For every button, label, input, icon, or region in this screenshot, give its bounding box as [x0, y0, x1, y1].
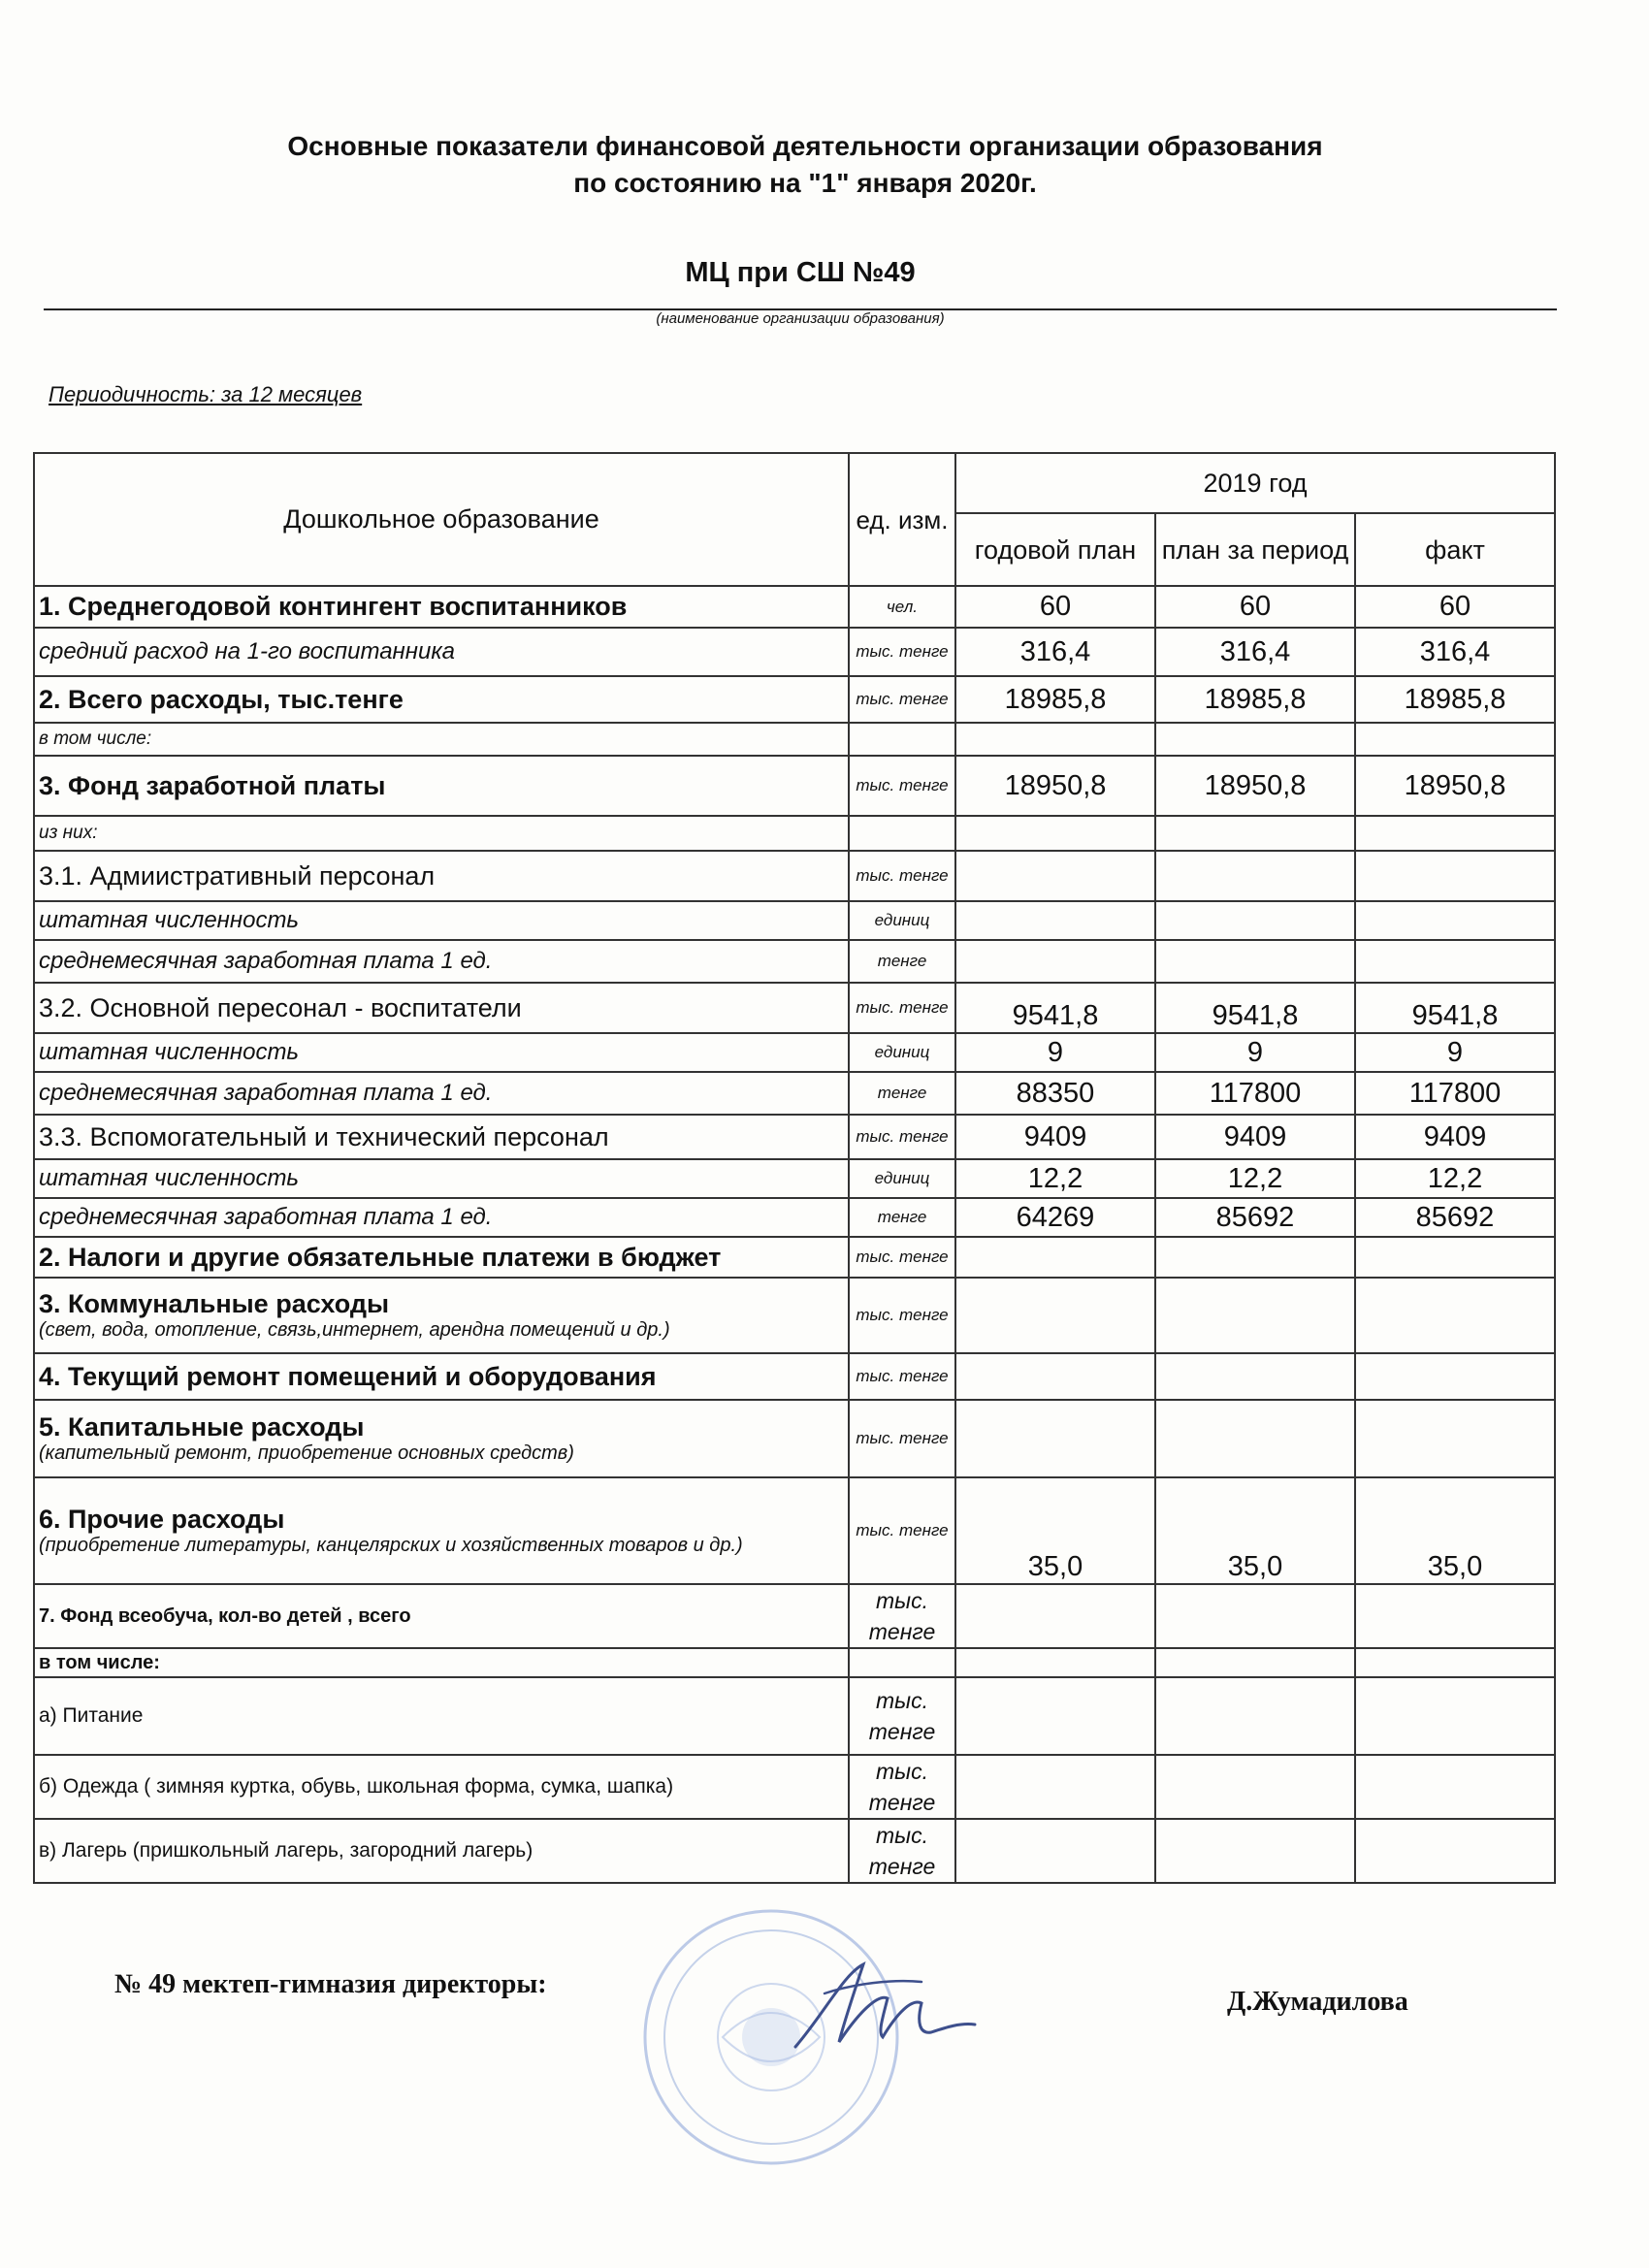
table-row — [34, 1198, 1555, 1237]
table-row — [34, 983, 1555, 1033]
value-fact: 117800 — [1355, 1072, 1555, 1115]
value-fact — [1355, 816, 1555, 851]
row-label — [34, 1477, 849, 1584]
value-period-plan — [1155, 816, 1355, 851]
value-annual-plan — [955, 901, 1155, 940]
row-unit: тыс. тенге — [849, 1755, 955, 1819]
table-row — [34, 1353, 1555, 1400]
value-fact — [1355, 1755, 1555, 1819]
value-fact: 60 — [1355, 586, 1555, 628]
value-annual-plan: 18985,8 — [955, 676, 1155, 723]
value-period-plan: 316,4 — [1155, 628, 1355, 676]
value-annual-plan — [955, 1400, 1155, 1477]
row-label: в) Лагерь (пришкольный лагерь, загородний лагерь) — [34, 1819, 849, 1883]
row-unit: тенге — [849, 940, 955, 983]
row-unit — [849, 816, 955, 851]
value-fact — [1355, 1278, 1555, 1353]
value-fact: 18985,8 — [1355, 676, 1555, 723]
row-unit: тыс. тенге — [849, 1584, 955, 1648]
row-label: средний расход на 1-го воспитанника — [34, 628, 849, 676]
value-period-plan — [1155, 1648, 1355, 1677]
table-row — [34, 816, 1555, 851]
row-title: 6. Прочие расходы — [39, 1505, 285, 1534]
value-annual-plan — [955, 940, 1155, 983]
table-row — [34, 676, 1555, 723]
value-period-plan — [1155, 940, 1355, 983]
value-period-plan — [1155, 1400, 1355, 1477]
row-label: 3.2. Основной пересонал - воспитатели — [34, 983, 849, 1033]
row-label: среднемесячная заработная плата 1 ед. — [34, 1072, 849, 1115]
row-label: из них: — [34, 816, 849, 851]
value-fact — [1355, 851, 1555, 901]
col-header-annual-plan: годовой план — [955, 513, 1155, 586]
row-unit: тыс. тенге — [849, 1677, 955, 1755]
row-unit: тыс. тенге — [849, 851, 955, 901]
title-line-2: по состоянию на "1" января 2020г. — [573, 168, 1037, 198]
value-period-plan — [1155, 723, 1355, 756]
table-row — [34, 1278, 1555, 1353]
title-line-1: Основные показатели финансовой деятельности организации образования — [287, 131, 1323, 161]
table-row — [34, 1755, 1555, 1819]
value-period-plan — [1155, 1819, 1355, 1883]
director-title: № 49 мектеп-гимназия директоры: — [114, 1969, 547, 1999]
row-unit — [849, 723, 955, 756]
row-label: штатная численность — [34, 901, 849, 940]
row-unit: единиц — [849, 901, 955, 940]
value-annual-plan: 60 — [955, 586, 1155, 628]
value-period-plan: 9 — [1155, 1033, 1355, 1072]
value-annual-plan — [955, 851, 1155, 901]
row-unit: тыс. тенге — [849, 756, 955, 816]
value-period-plan: 35,0 — [1155, 1477, 1355, 1584]
value-period-plan — [1155, 1353, 1355, 1400]
col-header-fact: факт — [1355, 513, 1555, 586]
value-fact — [1355, 1819, 1555, 1883]
row-unit: тыс. тенге — [849, 1353, 955, 1400]
value-period-plan — [1155, 851, 1355, 901]
table-row — [34, 1237, 1555, 1278]
value-annual-plan — [955, 816, 1155, 851]
table-row — [34, 1677, 1555, 1755]
value-period-plan: 9541,8 — [1155, 983, 1355, 1033]
unit-header: ед. изм. — [849, 453, 955, 586]
periodicity-label: Периодичность: за 12 месяцев — [48, 382, 363, 406]
value-fact: 316,4 — [1355, 628, 1555, 676]
value-period-plan: 85692 — [1155, 1198, 1355, 1237]
value-annual-plan: 18950,8 — [955, 756, 1155, 816]
financial-indicators-table — [33, 452, 1556, 1884]
row-unit: тыс. тенге — [849, 1477, 955, 1584]
value-fact: 9541,8 — [1355, 983, 1555, 1033]
value-fact: 18950,8 — [1355, 756, 1555, 816]
row-unit: тыс. тенге — [849, 983, 955, 1033]
row-label — [34, 1278, 849, 1353]
value-annual-plan — [955, 1353, 1155, 1400]
table-row — [34, 1072, 1555, 1115]
value-fact — [1355, 1400, 1555, 1477]
row-label: 1. Среднегодовой контингент воспитанников — [34, 586, 849, 628]
row-label: в том числе: — [34, 1648, 849, 1677]
value-annual-plan: 12,2 — [955, 1159, 1155, 1198]
value-fact: 85692 — [1355, 1198, 1555, 1237]
row-label: среднемесячная заработная плата 1 ед. — [34, 1198, 849, 1237]
value-fact — [1355, 1648, 1555, 1677]
row-label: в том числе: — [34, 723, 849, 756]
value-fact — [1355, 1677, 1555, 1755]
value-period-plan: 12,2 — [1155, 1159, 1355, 1198]
row-subtitle: (капительный ремонт, приобретение основных средств) — [39, 1442, 574, 1464]
value-annual-plan: 88350 — [955, 1072, 1155, 1115]
document-title — [0, 128, 1610, 202]
table-row — [34, 1159, 1555, 1198]
row-label: 2. Всего расходы, тыс.тенге — [34, 676, 849, 723]
value-fact: 12,2 — [1355, 1159, 1555, 1198]
value-annual-plan: 9 — [955, 1033, 1155, 1072]
row-unit: тыс. тенге — [849, 628, 955, 676]
value-fact — [1355, 940, 1555, 983]
value-fact: 35,0 — [1355, 1477, 1555, 1584]
table-row — [34, 1819, 1555, 1883]
value-annual-plan: 9409 — [955, 1115, 1155, 1159]
row-unit — [849, 1648, 955, 1677]
row-subtitle: (свет, вода, отопление, связь,интернет, арендна помещений и др.) — [39, 1319, 670, 1341]
row-unit: тенге — [849, 1072, 955, 1115]
organization-name: МЦ при СШ №49 — [685, 257, 916, 288]
value-annual-plan: 9541,8 — [955, 983, 1155, 1033]
row-label: а) Питание — [34, 1677, 849, 1755]
value-annual-plan — [955, 1677, 1155, 1755]
table-row — [34, 756, 1555, 816]
row-unit: единиц — [849, 1159, 955, 1198]
director-name: Д.Жумадилова — [1227, 1987, 1408, 2017]
value-annual-plan — [955, 1648, 1155, 1677]
value-fact — [1355, 723, 1555, 756]
value-fact: 9 — [1355, 1033, 1555, 1072]
table-row — [34, 901, 1555, 940]
value-fact: 9409 — [1355, 1115, 1555, 1159]
row-unit: единиц — [849, 1033, 955, 1072]
value-fact — [1355, 1237, 1555, 1278]
value-period-plan: 60 — [1155, 586, 1355, 628]
value-annual-plan — [955, 1819, 1155, 1883]
row-title: 3. Коммунальные расходы — [39, 1289, 390, 1318]
row-label: 3. Фонд заработной платы — [34, 756, 849, 816]
value-period-plan — [1155, 1677, 1355, 1755]
row-unit: тыс. тенге — [849, 676, 955, 723]
row-subtitle: (приобретение литературы, канцелярских и хозяйственных товаров и др.) — [39, 1535, 743, 1556]
table-row — [34, 940, 1555, 983]
row-label: штатная численность — [34, 1159, 849, 1198]
organization-caption: (наименование организации образования) — [656, 310, 945, 327]
row-unit: тенге — [849, 1198, 955, 1237]
row-label: 3.1. Адмиистративный персонал — [34, 851, 849, 901]
row-label: 4. Текущий ремонт помещений и оборудования — [34, 1353, 849, 1400]
director-signature — [786, 1955, 980, 2061]
value-period-plan — [1155, 1584, 1355, 1648]
row-title: 5. Капитальные расходы — [39, 1412, 365, 1442]
row-unit: тыс. тенге — [849, 1400, 955, 1477]
row-unit: тыс. тенге — [849, 1278, 955, 1353]
table-row — [34, 1033, 1555, 1072]
value-annual-plan — [955, 723, 1155, 756]
value-period-plan: 18950,8 — [1155, 756, 1355, 816]
row-label: среднемесячная заработная плата 1 ед. — [34, 940, 849, 983]
value-period-plan: 117800 — [1155, 1072, 1355, 1115]
row-label: 3.3. Вспомогательный и технический персонал — [34, 1115, 849, 1159]
table-row — [34, 1477, 1555, 1584]
value-period-plan — [1155, 1278, 1355, 1353]
value-period-plan — [1155, 901, 1355, 940]
row-label — [34, 1400, 849, 1477]
row-unit: тыс. тенге — [849, 1115, 955, 1159]
table-row — [34, 586, 1555, 628]
value-annual-plan: 64269 — [955, 1198, 1155, 1237]
row-label: штатная численность — [34, 1033, 849, 1072]
value-fact — [1355, 1353, 1555, 1400]
row-unit: чел. — [849, 586, 955, 628]
table-row — [34, 1115, 1555, 1159]
table-row — [34, 1648, 1555, 1677]
row-label: б) Одежда ( зимняя куртка, обувь, школьная форма, сумка, шапка) — [34, 1755, 849, 1819]
value-annual-plan — [955, 1237, 1155, 1278]
value-period-plan: 9409 — [1155, 1115, 1355, 1159]
value-period-plan: 18985,8 — [1155, 676, 1355, 723]
table-row — [34, 1400, 1555, 1477]
value-annual-plan — [955, 1755, 1155, 1819]
row-unit: тыс. тенге — [849, 1819, 955, 1883]
table-row — [34, 628, 1555, 676]
value-period-plan — [1155, 1237, 1355, 1278]
value-fact — [1355, 901, 1555, 940]
row-label: 2. Налоги и другие обязательные платежи в бюджет — [34, 1237, 849, 1278]
value-annual-plan — [955, 1584, 1155, 1648]
value-annual-plan: 316,4 — [955, 628, 1155, 676]
table-row — [34, 723, 1555, 756]
year-header: 2019 год — [955, 453, 1555, 513]
table-row — [34, 851, 1555, 901]
value-annual-plan: 35,0 — [955, 1477, 1155, 1584]
table-row — [34, 1584, 1555, 1648]
section-header: Дошкольное образование — [34, 453, 849, 586]
value-fact — [1355, 1584, 1555, 1648]
row-label: 7. Фонд всеобуча, кол-во детей , всего — [34, 1584, 849, 1648]
value-annual-plan — [955, 1278, 1155, 1353]
row-unit: тыс. тенге — [849, 1237, 955, 1278]
value-period-plan — [1155, 1755, 1355, 1819]
col-header-period-plan: план за период — [1155, 513, 1355, 586]
